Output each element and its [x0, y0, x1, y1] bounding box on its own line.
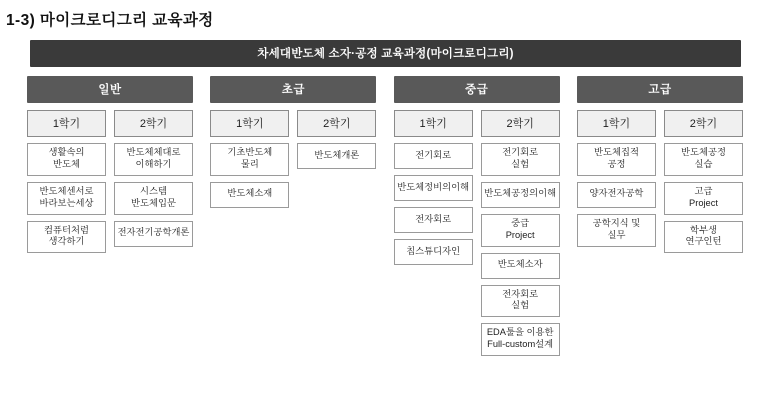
level-column-general [27, 76, 193, 362]
semesters-row [27, 110, 193, 259]
course-line: 고급 [694, 185, 713, 196]
course-line: 실무 [607, 229, 626, 240]
course-box[interactable] [27, 221, 106, 254]
course-box[interactable] [297, 143, 376, 169]
course-line: EDA툴을 이용한 [486, 327, 554, 338]
course-line: 연구인턴 [685, 236, 722, 247]
semester-column [27, 110, 106, 259]
course-line: 생활속의 [48, 147, 85, 157]
course-line: 생각하기 [48, 236, 85, 247]
course-box[interactable] [394, 239, 473, 265]
course-line: 전기회로 [415, 149, 452, 160]
course-box[interactable] [664, 221, 743, 254]
course-list [481, 143, 560, 362]
course-box[interactable] [664, 143, 743, 176]
semester-header: 2학기 [297, 110, 376, 137]
semester-header: 2학기 [664, 110, 743, 137]
course-box[interactable] [210, 182, 289, 208]
course-line: 반도체정비의이해 [397, 181, 470, 192]
semester-header: 1학기 [394, 110, 473, 137]
course-line: Project [689, 197, 718, 208]
course-box[interactable] [664, 182, 743, 215]
level-column-intermediate [394, 76, 560, 362]
course-line: 실습 [694, 158, 713, 169]
course-box[interactable] [394, 175, 473, 201]
course-box[interactable] [481, 323, 560, 356]
course-box[interactable] [114, 182, 193, 215]
course-line: 칩스튜디자인 [406, 245, 461, 256]
course-list [27, 143, 106, 259]
course-box[interactable] [577, 182, 656, 208]
semester-header: 1학기 [27, 110, 106, 137]
course-box[interactable] [481, 285, 560, 318]
curriculum-diagram [0, 40, 767, 362]
semesters-row [394, 110, 560, 362]
course-line: 이해하기 [135, 158, 172, 169]
course-line: 공정 [607, 158, 626, 169]
course-line: 실험 [511, 300, 530, 311]
level-header: 중급 [394, 76, 560, 103]
course-line: 물리 [240, 158, 259, 169]
course-line: 반도체센서로 [39, 185, 94, 196]
course-list [394, 143, 473, 271]
course-box[interactable] [481, 253, 560, 279]
course-line: 전자전기공학개론 [117, 227, 190, 238]
level-header: 초급 [210, 76, 376, 103]
course-box[interactable] [27, 143, 106, 176]
semester-header: 1학기 [577, 110, 656, 137]
semester-column [297, 110, 376, 214]
semester-column [210, 110, 289, 214]
course-box[interactable] [577, 143, 656, 176]
course-box[interactable] [394, 143, 473, 169]
course-box[interactable] [27, 182, 106, 215]
course-line: 전자회로 [502, 288, 539, 299]
semester-header: 2학기 [481, 110, 560, 137]
semester-column [481, 110, 560, 362]
semester-header: 1학기 [210, 110, 289, 137]
course-line: 컴퓨터처럼 [44, 224, 89, 235]
course-box[interactable] [481, 182, 560, 208]
course-line: 시스템 [140, 185, 167, 196]
course-line: 반도체공정의이해 [484, 188, 557, 199]
course-line: 반도체소재 [227, 188, 273, 199]
course-line: 반도체공정 [681, 147, 726, 157]
course-line: 반도체 [53, 158, 80, 169]
course-line: 실험 [511, 158, 530, 169]
course-line: 반도체집적 [594, 147, 639, 157]
level-header: 일반 [27, 76, 193, 103]
course-box[interactable] [481, 214, 560, 247]
course-box[interactable] [210, 143, 289, 176]
semesters-row [210, 110, 376, 214]
course-box[interactable] [114, 143, 193, 176]
course-line: 전자회로 [415, 213, 452, 224]
course-line: 양자전자공학 [589, 188, 644, 199]
course-line: 기초반도체 [227, 147, 273, 157]
course-line: 반도체입문 [131, 197, 176, 208]
level-header: 고급 [577, 76, 743, 103]
course-line: 반도체체대로 [126, 147, 181, 157]
course-line: Project [505, 229, 535, 240]
semester-column [114, 110, 193, 259]
course-line: 중급 [511, 217, 530, 228]
course-box[interactable] [114, 221, 193, 247]
course-line: Full-custom설계 [487, 339, 554, 350]
semester-column [577, 110, 656, 259]
course-box[interactable] [577, 214, 656, 247]
semester-column [664, 110, 743, 259]
level-column-advanced [577, 76, 743, 362]
course-list [577, 143, 656, 253]
course-line: 반도체소자 [497, 259, 543, 270]
curriculum-banner: 차세대반도체 소자·공정 교육과정(마이크로디그리) [30, 40, 741, 67]
course-line: 학부생 [690, 224, 717, 235]
course-list [664, 143, 743, 259]
course-box[interactable] [394, 207, 473, 233]
course-line: 반도체개론 [314, 149, 360, 160]
page-title: 1-3) 마이크로디그리 교육과정 [6, 12, 214, 29]
levels-row [27, 76, 743, 362]
course-list [297, 143, 376, 175]
semesters-row [577, 110, 743, 259]
semester-header: 2학기 [114, 110, 193, 137]
course-line: 공학지식 및 [592, 217, 641, 228]
semester-column [394, 110, 473, 362]
course-line: 바라보는세상 [39, 197, 94, 208]
course-list [210, 143, 289, 214]
level-column-beginner [210, 76, 376, 362]
course-list [114, 143, 193, 253]
course-box[interactable] [481, 143, 560, 176]
course-line: 전기회로 [502, 147, 539, 157]
